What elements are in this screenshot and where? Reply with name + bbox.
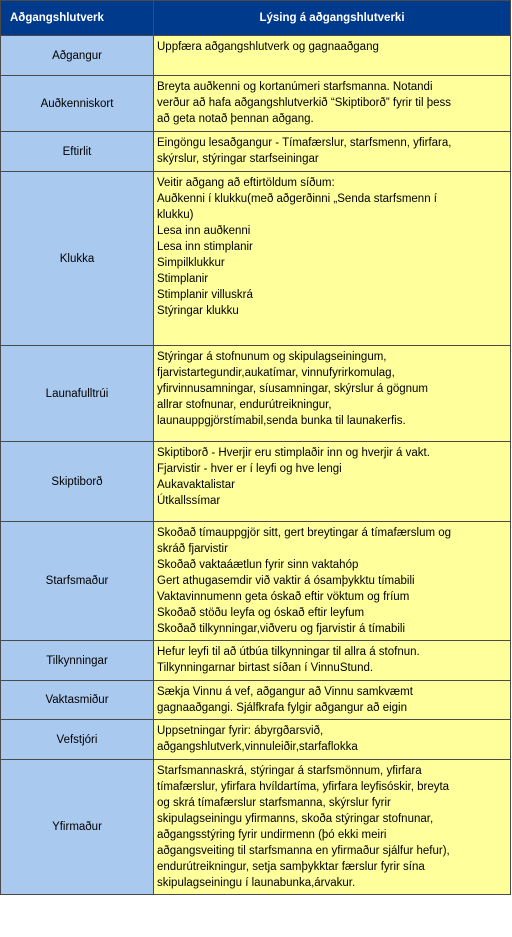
table-row bbox=[1, 346, 511, 442]
description-cell bbox=[154, 132, 511, 172]
description-line: Stimplanir bbox=[157, 273, 209, 285]
description-line: Sækja Vinnu á vef, aðgangur að Vinnu samkvæmt bbox=[157, 686, 413, 698]
description-line: skipulagseiningu í launabunka,árvakur. bbox=[157, 877, 356, 889]
role-cell: Vefstjóri bbox=[1, 720, 154, 760]
description-cell bbox=[154, 346, 511, 442]
table-row bbox=[1, 172, 511, 346]
description-line: Tilkynningarnar birtast síðan í VinnuStund. bbox=[157, 662, 374, 674]
table-row bbox=[1, 522, 511, 641]
description-line: Eingöngu lesaðgangur - Tímafærslur, starfsmenn, yfirfara, bbox=[157, 137, 452, 149]
role-cell: Auðkenniskort bbox=[1, 76, 154, 132]
table-row bbox=[1, 641, 511, 681]
description-line: Aukavaktalistar bbox=[157, 479, 235, 491]
description-cell bbox=[154, 681, 511, 720]
table-row bbox=[1, 760, 511, 895]
table-row bbox=[1, 36, 511, 76]
description-line: launauppgjörstímabil,senda bunka til launakerfis. bbox=[157, 415, 406, 427]
role-cell: Skiptiborð bbox=[1, 442, 154, 522]
header-role: Aðgangshlutverk bbox=[1, 1, 154, 36]
description-line: fjarvistartegundir,aukatímar, vinnufyrirkomulag, bbox=[157, 367, 395, 379]
description-cell bbox=[154, 36, 511, 76]
table-row bbox=[1, 132, 511, 172]
description-line: klukku) bbox=[157, 209, 194, 221]
description-line: Skoðað vaktaáætlun fyrir sinn vaktahóp bbox=[157, 559, 359, 571]
role-cell: Launafulltrúi bbox=[1, 346, 154, 442]
description-line: aðgangsstýring fyrir undirmenn (þó ekki meiri bbox=[157, 829, 387, 841]
description-line: allrar stofnunar, endurútreikningur, bbox=[157, 399, 332, 411]
description-cell bbox=[154, 641, 511, 681]
description-line: Simpilklukkur bbox=[157, 257, 225, 269]
description-line: að geta notað þennan aðgang. bbox=[157, 113, 314, 125]
header-description: Lýsing á aðgangshlutverki bbox=[154, 1, 511, 36]
description-line: Starfsmannaskrá, stýringar á starfsmönnum, yfirfara bbox=[157, 765, 422, 777]
description-line: Skiptiborð - Hverjir eru stimplaðir inn og hverjir á vakt. bbox=[157, 447, 430, 459]
description-line: Hefur leyfi til að útbúa tilkynningar til allra á stofnun. bbox=[157, 646, 420, 658]
description-line: aðgangsveiting til starfsmanna en yfirmaður sjálfur hefur), bbox=[157, 845, 450, 857]
description-line: Uppsetningar fyrir: ábyrgðarsvið, bbox=[157, 725, 324, 737]
role-cell: Starfsmaður bbox=[1, 522, 154, 641]
description-line: Skoðað tímauppgjör sitt, gert breytingar á tímafærslum og bbox=[157, 527, 452, 539]
role-cell: Eftirlit bbox=[1, 132, 154, 172]
description-line: Stýringar á stofnunum og skipulagseiningum, bbox=[157, 351, 387, 363]
table-row bbox=[1, 681, 511, 720]
description-line: Vaktavinnumenn geta óskað eftir vöktum og fríum bbox=[157, 591, 410, 603]
description-line: Skoðað stöðu leyfa og óskað eftir leyfum bbox=[157, 607, 365, 619]
description-line: verður að hafa aðgangshlutverkið “Skiptiborð” fyrir til þess bbox=[157, 97, 452, 109]
description-line: Stimplanir villuskrá bbox=[157, 289, 253, 301]
description-line: aðgangshlutverk,vinnuleiðir,starfaflokka bbox=[157, 741, 358, 753]
description-cell bbox=[154, 760, 511, 895]
header-row bbox=[1, 1, 511, 36]
description-line: Lesa inn auðkenni bbox=[157, 225, 251, 237]
description-cell bbox=[154, 522, 511, 641]
description-cell bbox=[154, 720, 511, 760]
role-cell: Yfirmaður bbox=[1, 760, 154, 895]
description-line: Stýringar klukku bbox=[157, 305, 239, 317]
description-line: Fjarvistir - hver er í leyfi og hve lengi bbox=[157, 463, 342, 475]
description-line: tímafærslur, yfirfara hvíldartíma, yfirfara leyfisóskir, breyta bbox=[157, 781, 450, 793]
role-cell: Tilkynningar bbox=[1, 641, 154, 681]
description-cell bbox=[154, 442, 511, 522]
description-line: yfirvinnusamningar, síusamningar, skýrslur á gögnum bbox=[157, 383, 429, 395]
description-line: Lesa inn stimplanir bbox=[157, 241, 253, 253]
description-line: og skrá tímafærslur starfsmanna, skýrslur fyrir bbox=[157, 797, 391, 809]
description-line: endurútreikningur, setja samþykktar færslur fyrir sína bbox=[157, 861, 425, 873]
description-line: skráð fjarvistir bbox=[157, 543, 228, 555]
description-line: Veitir aðgang að eftirtöldum síðum: bbox=[157, 177, 335, 189]
table-row bbox=[1, 442, 511, 522]
description-cell bbox=[154, 76, 511, 132]
description-line: Uppfæra aðgangshlutverk og gagnaaðgang bbox=[157, 41, 379, 53]
description-cell bbox=[154, 172, 511, 346]
description-line: skipulagseiningu yfirmanns, skoða stýringar stofnunar, bbox=[157, 813, 434, 825]
table-row bbox=[1, 720, 511, 760]
description-line: Skoðað tilkynningar,viðveru og fjarvistir á tímabili bbox=[157, 623, 406, 635]
description-line: skýrslur, stýringar starfseiningar bbox=[157, 153, 319, 165]
role-cell: Aðgangur bbox=[1, 36, 154, 76]
description-line: Auðkenni í klukku(með aðgerðinni „Senda starfsmenn í bbox=[157, 193, 437, 205]
description-line: Gert athugasemdir við vaktir á ósamþykktu tímabili bbox=[157, 575, 415, 587]
role-cell: Vaktasmiður bbox=[1, 681, 154, 720]
description-line: Útkallssímar bbox=[157, 495, 221, 507]
table-row bbox=[1, 76, 511, 132]
description-line: gagnaaðgangi. Sjálfkrafa fylgir aðgangur að eigin bbox=[157, 702, 407, 714]
role-cell: Klukka bbox=[1, 172, 154, 346]
description-line: Breyta auðkenni og kortanúmeri starfsmanna. Notandi bbox=[157, 81, 433, 93]
